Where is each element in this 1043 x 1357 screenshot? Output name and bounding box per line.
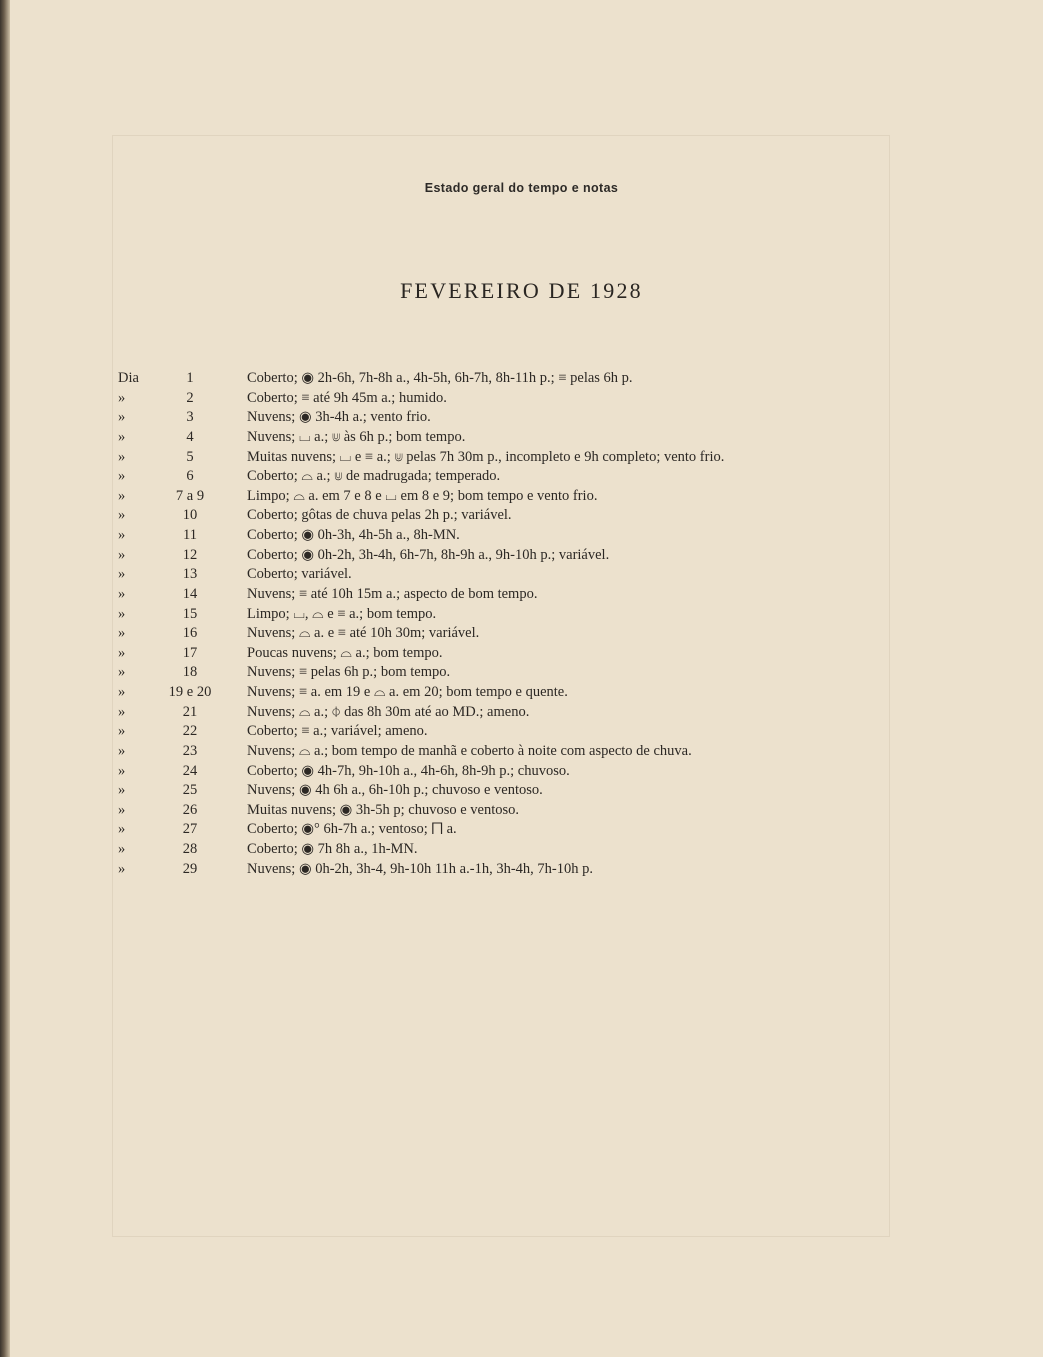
entry-row — [0, 624, 1043, 644]
entry-label: » — [118, 860, 126, 877]
entry-text: Coberto; ◉ 4h-7h, 9h-10h a., 4h-6h, 8h-9h p.; chuvoso. — [247, 762, 570, 779]
entry-day: 16 — [182, 625, 198, 642]
entry-text: Nuvens; ≡ a. em 19 e ⌓ a. em 20; bom tempo e quente. — [247, 684, 568, 700]
entry-row — [0, 369, 1043, 389]
entry-text: Nuvens; ≡ pelas 6h p.; bom tempo. — [247, 664, 451, 681]
entry-day: 19 e 20 — [168, 684, 212, 700]
entry-text: Coberto; ◉° 6h-7h a.; ventoso; ⨅ a. — [247, 821, 457, 838]
entry-row — [0, 840, 1043, 860]
entry-row — [0, 506, 1043, 526]
entry-row — [0, 860, 1043, 880]
entry-row — [0, 683, 1043, 703]
entry-text: Coberto; ⌓ a.; ⋓ de madrugada; temperado. — [247, 468, 501, 485]
entry-row — [0, 526, 1043, 546]
entry-row — [0, 644, 1043, 664]
entry-row — [0, 742, 1043, 762]
entry-day: 12 — [182, 546, 198, 563]
entry-text: Coberto; ≡ a.; variável; ameno. — [247, 723, 428, 740]
entry-day: 27 — [182, 821, 198, 838]
entry-label: » — [118, 409, 126, 426]
entry-row — [0, 585, 1043, 605]
entry-day: 4 — [186, 428, 194, 445]
entry-label: » — [118, 801, 126, 818]
entry-row — [0, 408, 1043, 428]
entry-day: 21 — [182, 703, 198, 720]
entry-label: » — [118, 566, 126, 583]
entry-text: Coberto; gôtas de chuva pelas 2h p.; variável. — [247, 507, 512, 524]
entry-row — [0, 428, 1043, 448]
entry-label: » — [118, 546, 126, 563]
entry-day: 7 a 9 — [175, 487, 205, 504]
entry-day: 28 — [182, 841, 198, 857]
entry-label: » — [118, 468, 126, 485]
entry-row — [0, 663, 1043, 683]
entry-text: Muitas nuvens; ⌴ e ≡ a.; ⋓ pelas 7h 30m p., incompleto e 9h completo; vento frio. — [247, 448, 725, 465]
entry-row — [0, 448, 1043, 468]
entry-label: » — [118, 448, 126, 465]
entry-row — [0, 605, 1043, 625]
entry-label: » — [118, 742, 126, 759]
entry-day: 14 — [182, 585, 198, 602]
entry-row — [0, 820, 1043, 840]
entry-row — [0, 781, 1043, 801]
entry-label: » — [118, 625, 126, 642]
entry-day: 18 — [182, 664, 198, 681]
entry-day: 23 — [182, 742, 198, 759]
entry-label: » — [118, 527, 126, 543]
entry-label: » — [118, 782, 126, 799]
entry-text: Coberto; ≡ até 9h 45m a.; humido. — [247, 389, 447, 406]
entry-text: Nuvens; ⌴ a.; ⋓ às 6h p.; bom tempo. — [247, 428, 466, 445]
entry-label: » — [118, 762, 126, 779]
entry-day: 3 — [186, 409, 194, 426]
entry-row — [0, 801, 1043, 821]
entry-label: Dia — [118, 370, 139, 386]
entry-day: 13 — [182, 566, 198, 583]
entry-label: » — [118, 664, 126, 681]
entry-row — [0, 722, 1043, 742]
entry-text: Muitas nuvens; ◉ 3h-5h p; chuvoso e ventoso. — [247, 801, 520, 818]
entry-text: Coberto; ◉ 7h 8h a., 1h-MN. — [247, 841, 418, 857]
entry-row — [0, 487, 1043, 507]
entry-day: 6 — [186, 468, 194, 485]
entry-day: 5 — [186, 448, 194, 465]
entry-label: » — [118, 723, 126, 740]
entry-day: 25 — [182, 782, 198, 799]
entry-day: 11 — [183, 527, 197, 543]
entry-label: » — [118, 585, 126, 602]
entry-text: Coberto; ◉ 0h-2h, 3h-4h, 6h-7h, 8h-9h a., 9h-10h p.; variável. — [247, 546, 610, 563]
weather-entries — [0, 369, 1043, 879]
entry-text: Limpo; ⌴, ⌓ e ≡ a.; bom tempo. — [247, 605, 437, 622]
entry-row — [0, 703, 1043, 723]
entry-label: » — [118, 821, 126, 838]
entry-label: » — [118, 389, 126, 406]
entry-day: 2 — [186, 389, 194, 406]
entry-label: » — [118, 684, 126, 700]
entry-label: » — [118, 703, 126, 720]
entry-day: 22 — [182, 723, 198, 740]
entry-label: » — [118, 605, 126, 622]
entry-text: Nuvens; ◉ 0h-2h, 3h-4, 9h-10h 11h a.-1h, 3h-4h, 7h-10h p. — [247, 860, 593, 877]
month-title: FEVEREIRO DE 1928 — [400, 278, 643, 303]
entry-row — [0, 389, 1043, 409]
entry-row — [0, 467, 1043, 487]
entry-day: 1 — [186, 370, 194, 386]
entry-day: 24 — [182, 762, 198, 779]
entry-text: Poucas nuvens; ⌓ a.; bom tempo. — [247, 644, 443, 661]
entry-row — [0, 762, 1043, 782]
entry-text: Coberto; ◉ 0h-3h, 4h-5h a., 8h-MN. — [247, 527, 460, 543]
entry-day: 17 — [182, 644, 198, 661]
entry-label: » — [118, 644, 126, 661]
entry-label: » — [118, 487, 126, 504]
entry-text: Coberto; ◉ 2h-6h, 7h-8h a., 4h-5h, 6h-7h, 8h-11h p.; ≡ pelas 6h p. — [247, 370, 633, 386]
entry-label: » — [118, 428, 126, 445]
entry-day: 29 — [182, 860, 198, 877]
entry-label: » — [118, 841, 126, 857]
entry-text: Nuvens; ◉ 4h 6h a., 6h-10h p.; chuvoso e ventoso. — [247, 782, 543, 799]
entry-row — [0, 565, 1043, 585]
entry-text: Limpo; ⌓ a. em 7 e 8 e ⌴ em 8 e 9; bom tempo e vento frio. — [247, 487, 598, 504]
page-header: Estado geral do tempo e notas — [424, 181, 619, 195]
entry-day: 26 — [182, 801, 198, 818]
entry-text: Coberto; variável. — [247, 566, 352, 583]
entry-text: Nuvens; ⌓ a. e ≡ até 10h 30m; variável. — [247, 625, 480, 642]
entry-text: Nuvens; ⌓ a.; ⏀ das 8h 30m até ao MD.; ameno. — [247, 703, 530, 720]
entry-text: Nuvens; ≡ até 10h 15m a.; aspecto de bom tempo. — [247, 585, 538, 602]
entry-day: 15 — [182, 605, 198, 622]
entry-text: Nuvens; ◉ 3h-4h a.; vento frio. — [247, 409, 431, 426]
entry-text: Nuvens; ⌓ a.; bom tempo de manhã e coberto à noite com aspecto de chuva. — [247, 742, 692, 759]
entry-row — [0, 546, 1043, 566]
entry-day: 10 — [182, 507, 198, 524]
entry-label: » — [118, 507, 126, 524]
